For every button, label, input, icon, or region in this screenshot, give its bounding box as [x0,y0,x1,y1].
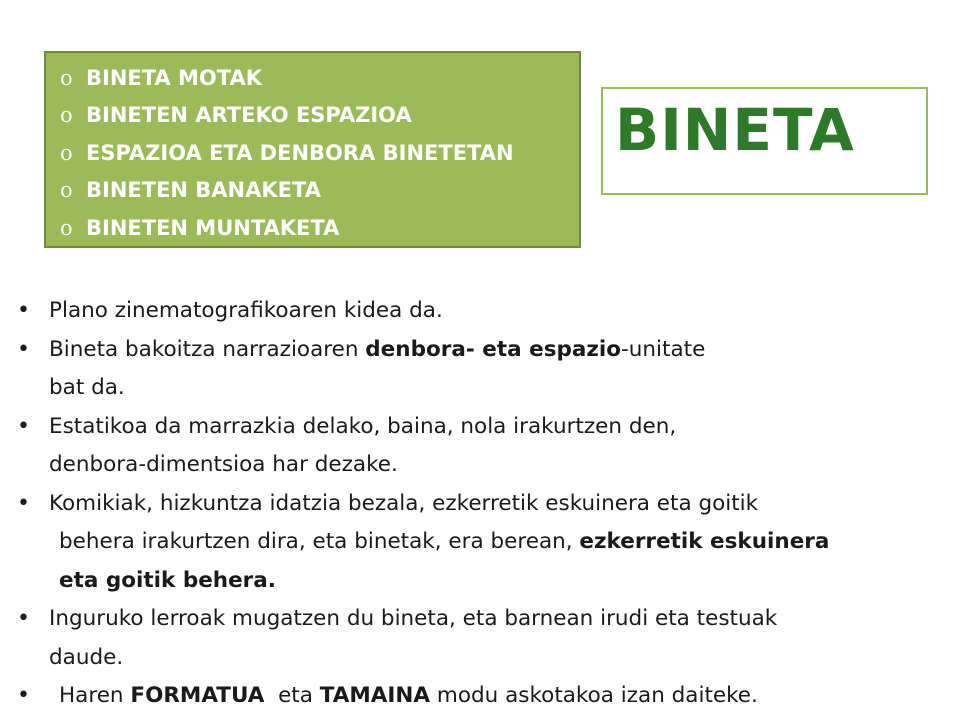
bullet-text: Bineta bakoitza narrazioaren [49,336,366,362]
bold-text: eta goitik behera. [59,567,276,593]
topic-item [60,59,579,97]
bullet-line [49,523,947,562]
hollow-bullet-icon: o [60,65,73,90]
topic-label: BINETEN BANAKETA [86,178,321,203]
bullet-item [17,485,947,601]
bold-text: ezkerretik eskuinera [579,529,830,554]
topic-label: ESPAZIOA ETA DENBORA BINETETAN [86,140,514,165]
topic-item [60,134,579,172]
bold-text: denbora- eta espazio [365,336,622,362]
hollow-bullet-icon: o [60,140,73,165]
bullet-item [17,600,947,677]
title-box [601,87,928,195]
hollow-bullet-icon: o [60,103,73,128]
bullet-item [17,677,947,716]
hollow-bullet-icon: o [60,178,73,203]
bullet-text: eta [264,683,320,708]
bullet-text: • Estatikoa da marrazkia delako, baina, nola irakurtzen den, [49,413,677,439]
bullet-text: -unitate [621,336,706,362]
bullet-line [49,562,947,601]
bullet-list [17,292,947,716]
slide-title: BINETA [615,96,855,164]
topic-label: BINETEN MUNTAKETA [86,215,340,240]
bold-text: TAMAINA [319,683,431,708]
hollow-bullet-icon: o [60,215,73,240]
topics-box [44,51,581,248]
topic-label: BINETA MOTAK [86,65,262,90]
bullet-text: daude. [49,644,124,670]
topic-label: BINETEN ARTEKO ESPAZIOA [86,103,412,128]
bullet-item [17,408,947,485]
topic-item [60,172,579,210]
topic-item [60,209,579,247]
bullet-text: • Plano zinematografikoaren kidea da. [49,298,443,323]
bullet-text: • Inguruko lerroak mugatzen du bineta, eta barnean irudi eta testuak [49,606,778,631]
bold-text: FORMATUA [130,683,265,708]
bullet-text: modu askotakoa izan daiteke. [430,683,758,708]
bullet-text: bat da. [49,375,125,400]
bullet-item [17,292,947,331]
bullet-text: denbora-dimentsioa har dezake. [49,452,398,477]
bullet-line [49,331,947,370]
bullet-item [17,331,947,408]
bullet-text: Haren [59,683,131,708]
bullet-text: • Komikiak, hizkuntza idatzia bezala, ezkerretik eskuinera eta goitik [49,490,759,516]
bullet-text: behera irakurtzen dira, eta binetak, era berean, [59,529,580,554]
topic-item [60,97,579,135]
bullet-line [49,677,947,716]
